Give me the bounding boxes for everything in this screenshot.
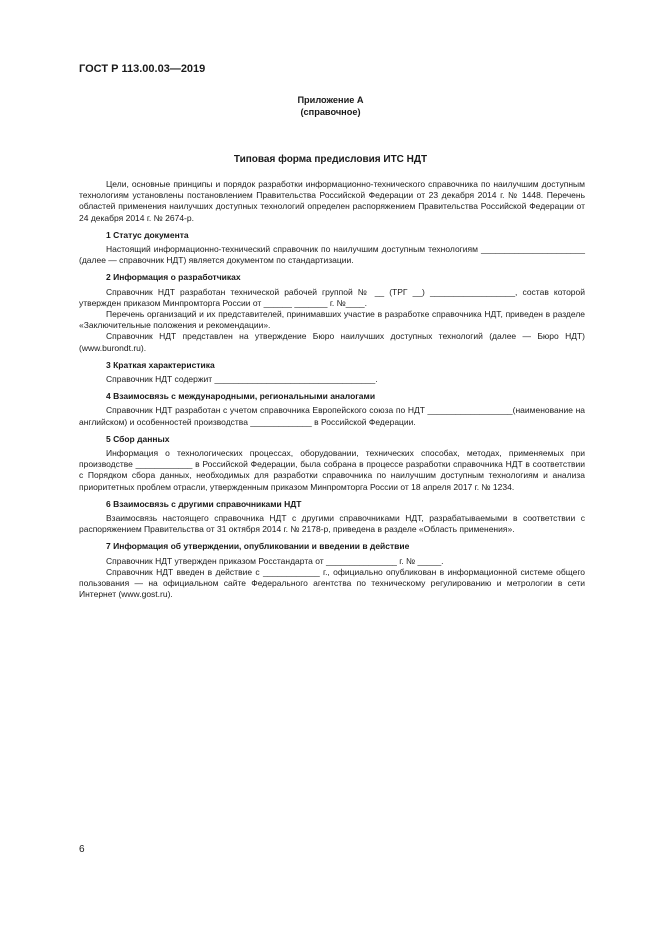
section-paragraph: Справочник НДТ введен в действие с ____________ г., официально опубликован в информационной системе общего пользования — на официальном сайте Федерального агентства по техническому регулированию и метрологии в сети Интернет (www.gost.ru). <box>79 566 585 600</box>
section-paragraph: Справочник НДТ разработан с учетом справочника Европейского союза по НДТ __________________(наименование на английском) и особенностей производства _____________ в Российской Федерации. <box>79 405 585 427</box>
section-heading: 7 Информация об утверждении, опубликовании и введении в действие <box>106 541 410 552</box>
section-heading: 3 Краткая характеристика <box>106 359 215 370</box>
intro-paragraph: Цели, основные принципы и порядок разработки информационно-технического справочника по наилучшим доступным технологиям установлены постановлением Правительства Российской Федерации от 23 декабря 2014 г. № 1448. Перечень областей применения наилучших доступных технологий определен распоряжением Правительства Российской Федерации от 24 декабря 2014 г. № 2674-р. <box>79 179 585 223</box>
page-number: 6 <box>79 844 85 855</box>
section-paragraph: Настоящий информационно-технический справочник по наилучшим доступным технологиям ______________________ (далее — справочник НДТ) является документом по стандартизации. <box>79 244 585 266</box>
document-title: Типовая форма предисловия ИТС НДТ <box>233 154 428 165</box>
document-body <box>79 179 585 601</box>
section-paragraph: Взаимосвязь настоящего справочника НДТ с другими справочниками НДТ, разрабатываемыми в соответствии с распоряжением Правительства от 31 октября 2014 г. № 2178-р, приведена в разделе «Область применения». <box>79 513 585 535</box>
section-paragraph: Справочник НДТ утвержден приказом Росстандарта от _______________ г. № _____. <box>106 555 444 566</box>
section-heading: 4 Взаимосвязь с международными, региональными аналогами <box>106 391 376 402</box>
section-heading: 5 Сбор данных <box>106 433 170 444</box>
appendix-label: Приложение А <box>297 95 364 105</box>
section-paragraph: Справочник НДТ содержит __________________________________. <box>106 374 378 385</box>
section-heading: 6 Взаимосвязь с другими справочниками НДТ <box>106 498 302 509</box>
section-heading: 1 Статус документа <box>106 229 189 240</box>
standard-code-header: ГОСТ Р 113.00.03—2019 <box>79 63 206 75</box>
appendix-type: (справочное) <box>300 107 361 117</box>
section-paragraph: Перечень организаций и их представителей, принимавших участие в разработке справочника НДТ, приведен в разделе «Заключительные положения и рекомендации». <box>79 309 585 331</box>
section-paragraph: Информация о технологических процессах, оборудовании, технических способах, методах, применяемых при производстве ____________ в Российской Федерации, была собрана в процессе разработки справочника НДТ в соответствии с Порядком сбора данных, необходимых для разработки справочника по наилучшим доступным технологиям и анализа приоритетных проблем отрасли, утвержденным приказом Минпромторга России от 18 апреля 2017 г. № 1234. <box>79 448 585 492</box>
section-paragraph: Справочник НДТ представлен на утверждение Бюро наилучших доступных технологий (далее — Бюро НДТ) (www.burondt.ru). <box>79 331 585 353</box>
section-heading: 2 Информация о разработчиках <box>106 272 241 283</box>
section-paragraph: Справочник НДТ разработан технической рабочей группой № __ (ТРГ __) __________________, состав которой утвержден приказом Минпромторга России от ______ _______ г. №____. <box>79 286 585 308</box>
